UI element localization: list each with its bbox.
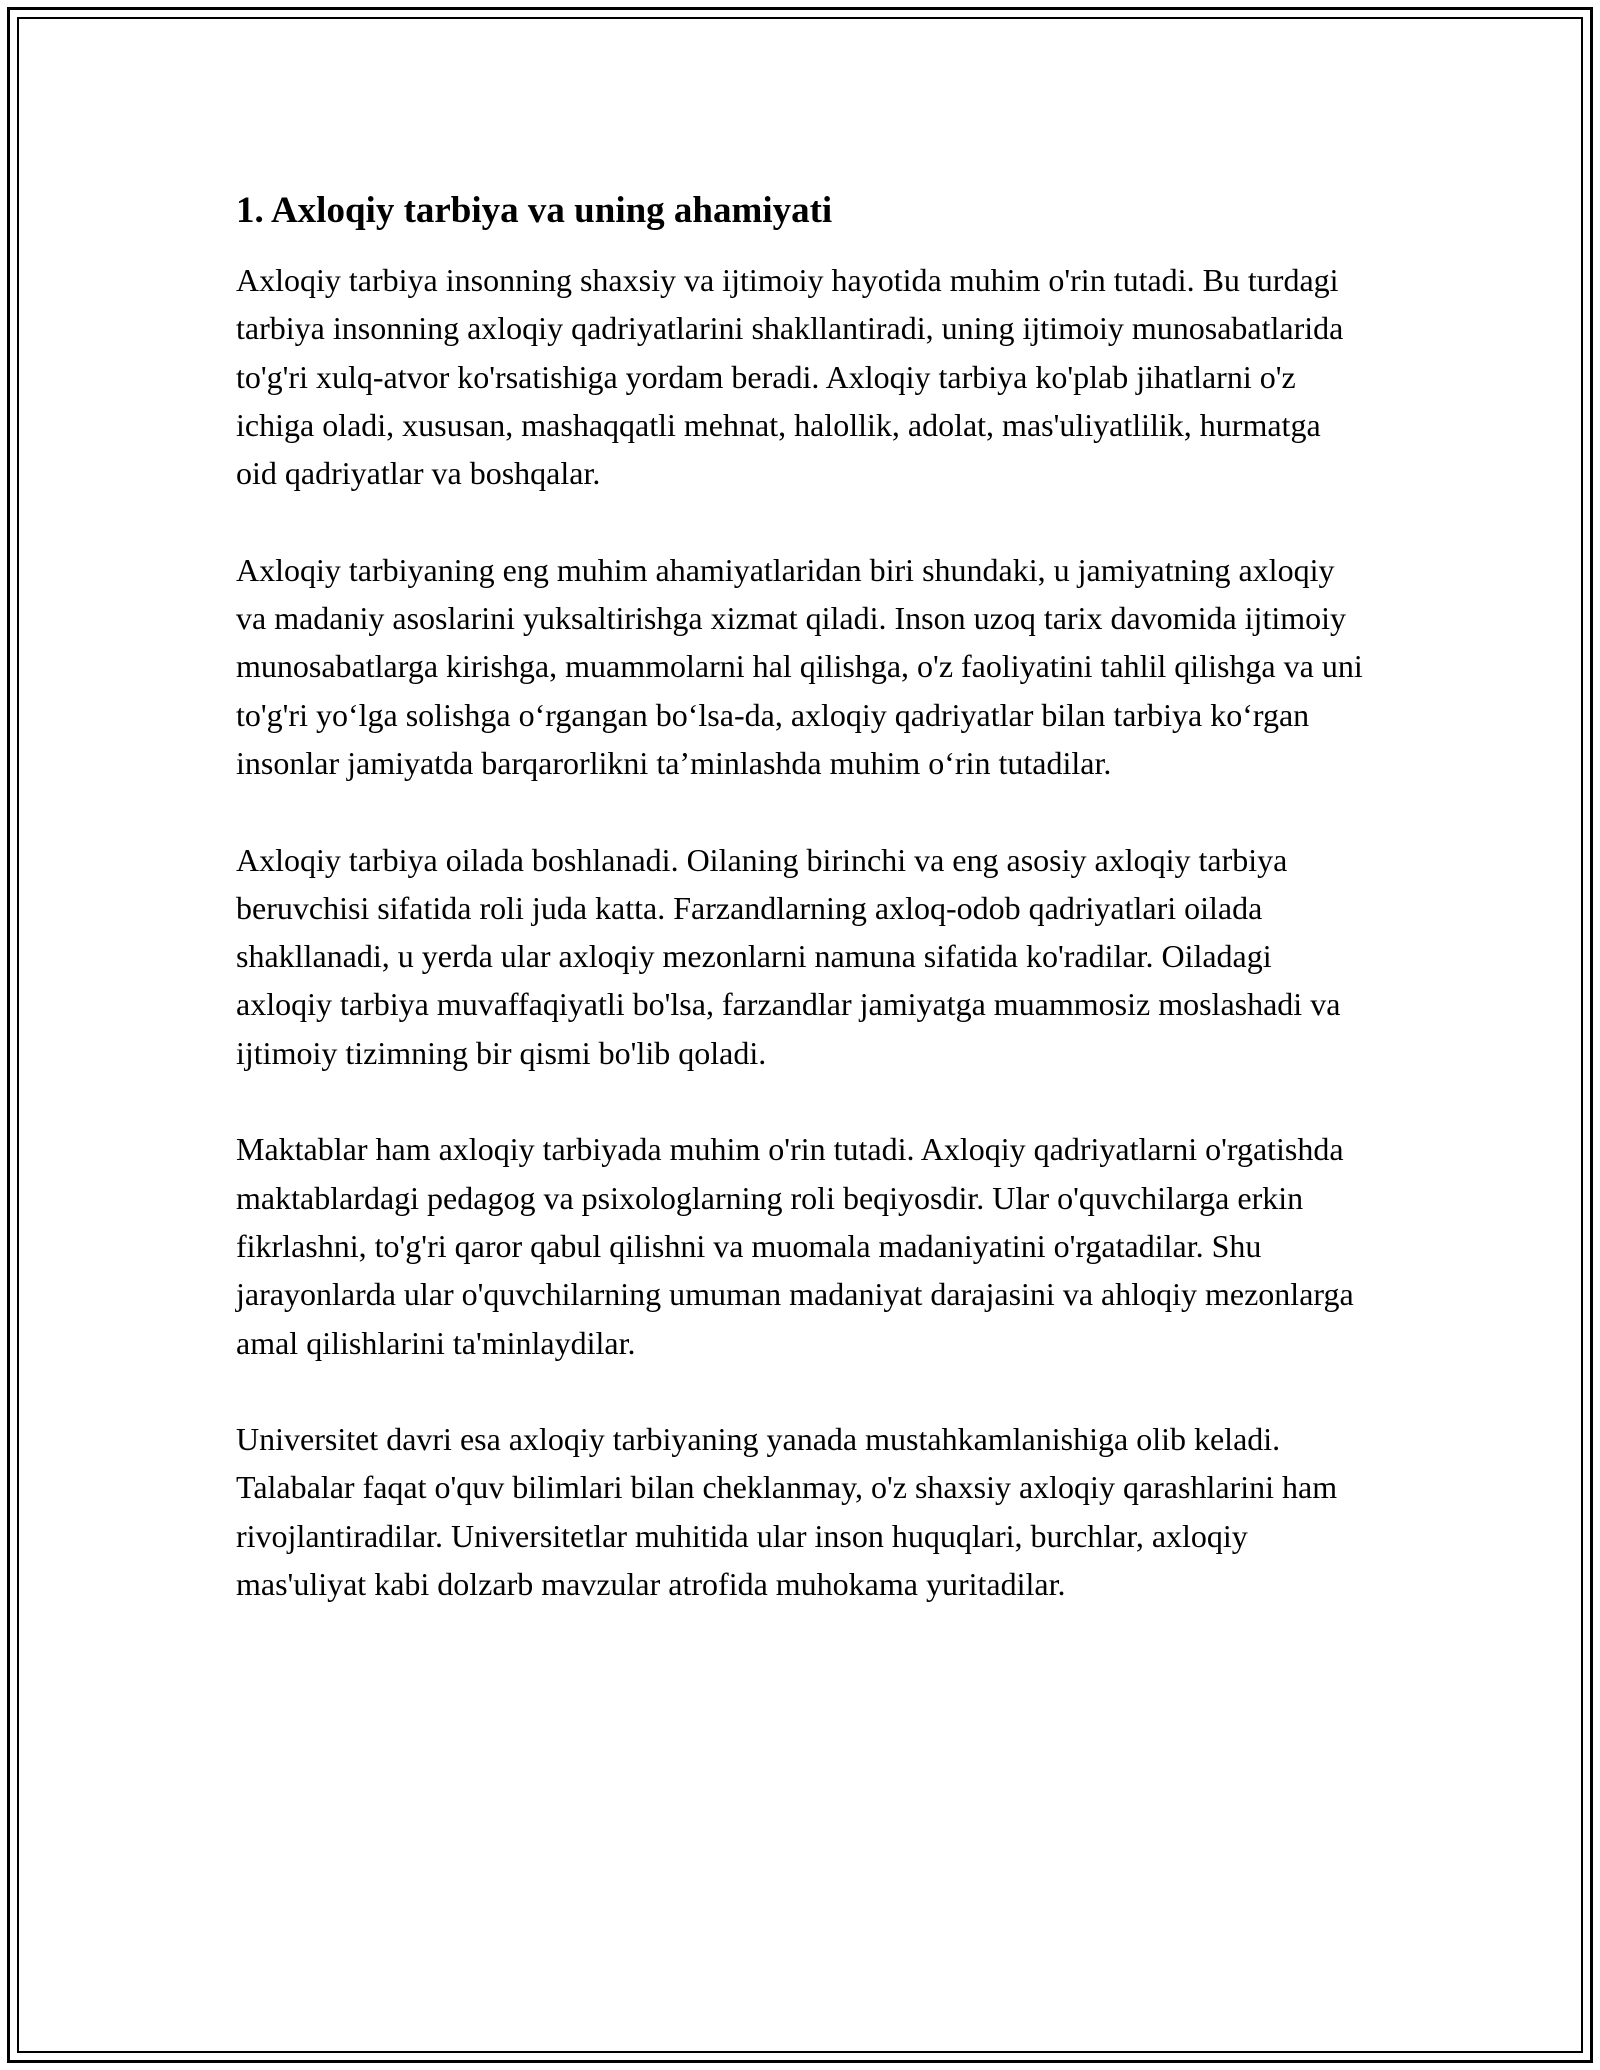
paragraph-5: Universitet davri esa axloqiy tarbiyaning yanada mustahkamlanishiga olib keladi. Talabalar faqat o'quv bilimlari bilan cheklanmay, o'z shaxsiy axloqiy qarashlarini ham rivojlantiradilar. Universitetlar muhitida ular inson huquqlari, burchlar, axloqiy mas'uliyat kabi dolzarb mavzular atrofida muhokama yuritadilar.	[236, 1421, 1338, 1603]
paragraph-3: Axloqiy tarbiya oilada boshlanadi. Oilaning birinchi va eng asosiy axloqiy tarbiya beruvchisi sifatida roli juda katta. Farzandlarning axloq-odob qadriyatlari oilada shakllanadi, u yerda ular axloqiy mezonlarni namuna sifatida ko'radilar. Oiladagi axloqiy tarbiya muvaffaqiyatli bo'lsa, farzandlar jamiyatga muammosiz moslashadi va ijtimoiy tizimning bir qismi bo'lib qoladi.	[236, 841, 1341, 1071]
paragraph-1: Axloqiy tarbiya insonning shaxsiy va ijtimoiy hayotida muhim o'rin tutadi. Bu turdagi tarbiya insonning axloqiy qadriyatlarini shakllantiradi, uning ijtimoiy munosabatlarida to'g'ri xulq-atvor ko'rsatishiga yordam beradi. Axloqiy tarbiya ko'plab jihatlarni o'z ichiga oladi, xususan, mashaqqatli mehnat, halollik, adolat, mas'uliyatlilik, hurmatga oid qadriyatlar va boshqalar.	[236, 262, 1344, 492]
document-body	[236, 188, 1366, 1657]
paragraph-2: Axloqiy tarbiyaning eng muhim ahamiyatlaridan biri shundaki, u jamiyatning axloqiy va madaniy asoslarini yuksaltirishga xizmat qiladi. Inson uzoq tarix davomida ijtimoiy munosabatlarga kirishga, muammolarni hal qilishga, o'z faoliyatini tahlil qilishga va uni to'g'ri yo‘lga solishga o‘rgangan bo‘lsa-da, axloqiy qadriyatlar bilan tarbiya ko‘rgan insonlar jamiyatda barqarorlikni ta’minlashda muhim o‘rin tutadilar.	[236, 551, 1363, 781]
paragraph-4: Maktablar ham axloqiy tarbiyada muhim o'rin tutadi. Axloqiy qadriyatlarni o'rgatishda maktablardagi pedagog va psixologlarning roli beqiyosdir. Ular o'quvchilarga erkin fikrlashni, to'g'ri qaror qabul qilishni va muomala madaniyatini o'rgatadilar. Shu jarayonlarda ular o'quvchilarning umuman madaniyat darajasini va ahloqiy mezonlarga amal qilishlarini ta'minlaydilar.	[236, 1131, 1354, 1361]
section-heading: 1. Axloqiy tarbiya va uning ahamiyati	[236, 190, 833, 231]
